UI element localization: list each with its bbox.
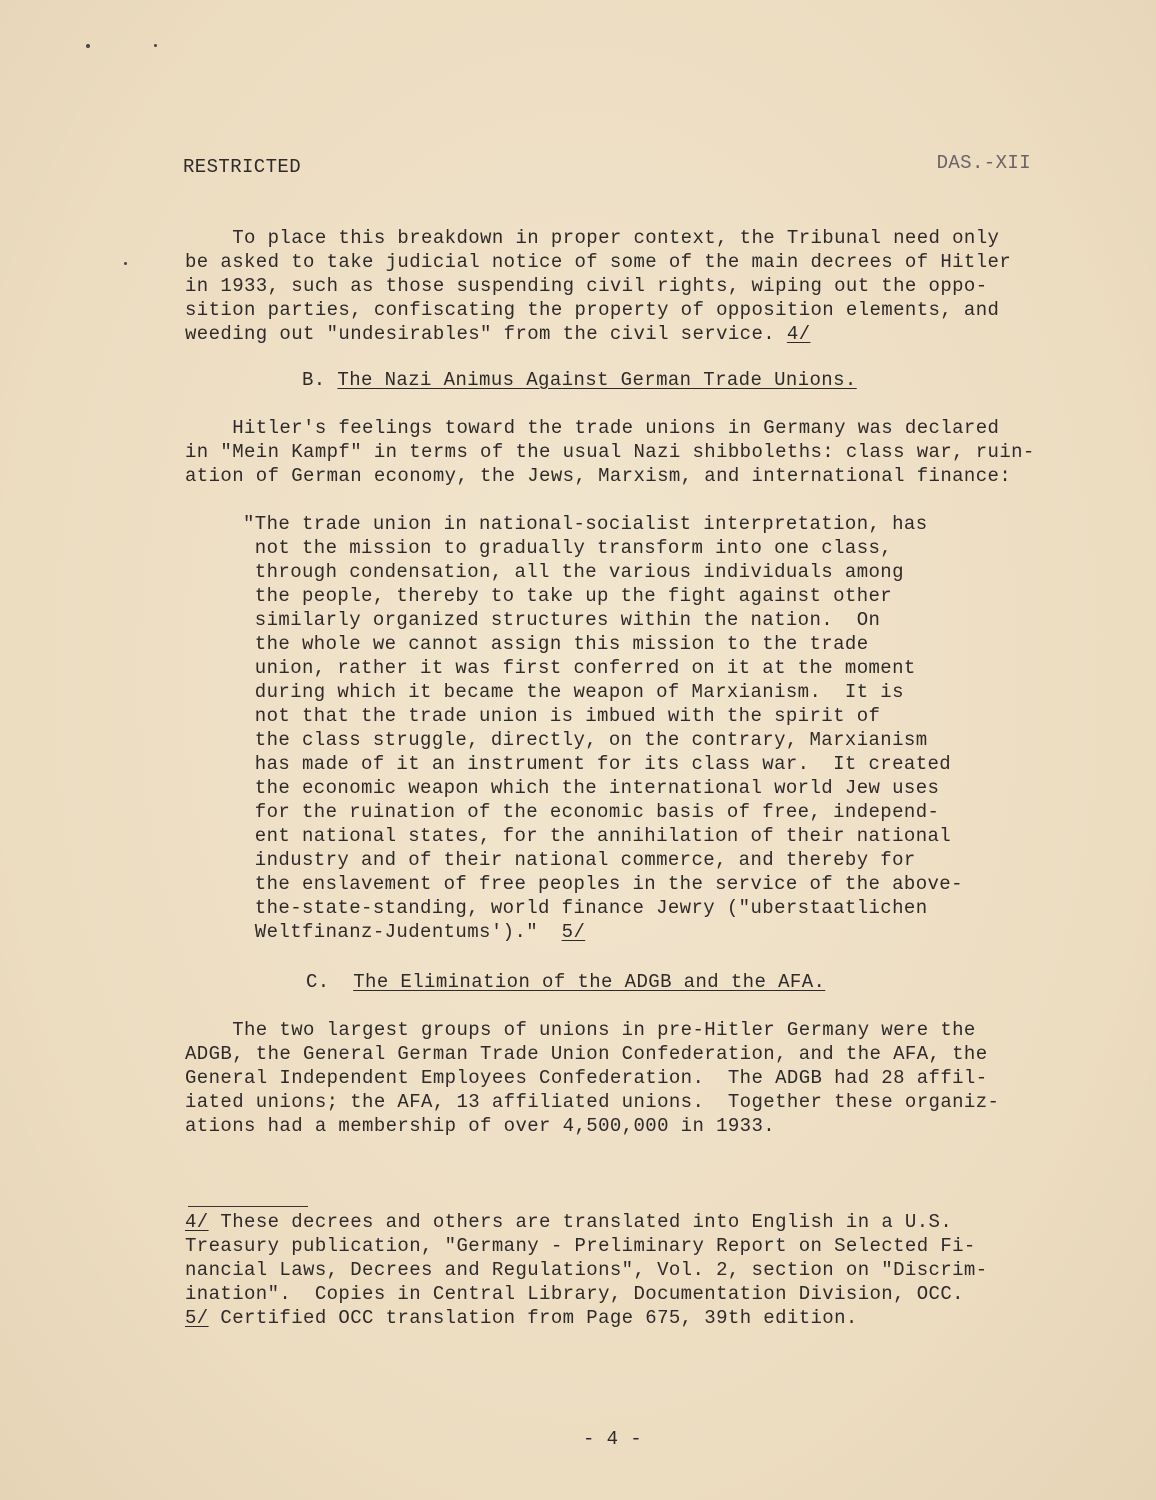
section-c-heading [306, 970, 825, 994]
quote-line: for the ruination of the economic basis of free, independ- [243, 801, 940, 823]
section-b-title: The Nazi Animus Against German Trade Unions. [337, 369, 857, 391]
mein-kampf-quote [243, 512, 963, 944]
para3-line: General Independent Employees Confederation. The ADGB had 28 affil- [185, 1067, 988, 1089]
section-b-heading [302, 368, 857, 392]
footnote-4-line: ination". Copies in Central Library, Documentation Division, OCC. [185, 1283, 964, 1305]
quote-line: the class struggle, directly, on the contrary, Marxianism [243, 729, 928, 751]
para3-line: ADGB, the General German Trade Union Confederation, and the AFA, the [185, 1043, 988, 1065]
restricted-header: RESTRICTED [183, 156, 302, 178]
footnote-4-line: These decrees and others are translated into English in a U.S. [208, 1211, 953, 1233]
quote-line: the-state-standing, world finance Jewry ("uberstaatlichen [243, 897, 928, 919]
para3-line: ations had a membership of over 4,500,000 in 1933. [185, 1115, 776, 1137]
para1-line: in 1933, such as those suspending civil rights, wiping out the oppo- [185, 275, 988, 297]
quote-line: industry and of their national commerce, and thereby for [243, 849, 916, 871]
quote-line: the economic weapon which the international world Jew uses [243, 777, 940, 799]
quote-line: not that the trade union is imbued with the spirit of [243, 705, 881, 727]
para2-line: Hitler's feelings toward the trade unions in Germany was declared [185, 417, 1000, 439]
section-b-label: B. [302, 369, 326, 391]
footnote-5-ref: 5/ [185, 1307, 209, 1329]
unions-paragraph [185, 1018, 999, 1138]
para1-line: weeding out "undesirables" from the civil service. [185, 323, 787, 345]
quote-line: the enslavement of free peoples in the service of the above- [243, 873, 963, 895]
para1-line: sition parties, confiscating the property of opposition elements, and [185, 299, 1000, 321]
footnote-divider [188, 1206, 308, 1207]
quote-line: union, rather it was first conferred on it at the moment [243, 657, 916, 679]
quote-line: Weltfinanz-Judentums')." [243, 921, 562, 943]
speck-mark [154, 44, 157, 47]
page-number: - 4 - [583, 1428, 643, 1450]
section-c-label: C. [306, 971, 330, 993]
footnote-4-ref: 4/ [185, 1211, 209, 1233]
quote-line: has made of it an instrument for its class war. It created [243, 753, 952, 775]
quote-line: the people, thereby to take up the fight against other [243, 585, 893, 607]
quote-line: the whole we cannot assign this mission to the trade [243, 633, 869, 655]
quote-line: through condensation, all the various individuals among [243, 561, 904, 583]
section-c-title: The Elimination of the ADGB and the AFA. [353, 971, 826, 993]
quote-line: similarly organized structures within the nation. On [243, 609, 881, 631]
para1-line: be asked to take judicial notice of some of the main decrees of Hitler [185, 251, 1012, 273]
document-code: DAS.-XII [936, 152, 1031, 174]
para3-line: The two largest groups of unions in pre-Hitler Germany were the [185, 1019, 976, 1041]
para2-line: in "Mein Kampf" in terms of the usual Nazi shibboleths: class war, ruin- [185, 441, 1035, 463]
speck-mark [124, 262, 127, 265]
intro-paragraph [185, 226, 1011, 346]
quote-line: not the mission to gradually transform into one class, [243, 537, 893, 559]
footnote-ref-5: 5/ [561, 921, 586, 943]
footnotes [185, 1210, 988, 1330]
footnote-ref-4: 4/ [786, 323, 811, 345]
footnote-4-line: nancial Laws, Decrees and Regulations", Vol. 2, section on "Discrim- [185, 1259, 988, 1281]
quote-line: ent national states, for the annihilation of their national [243, 825, 952, 847]
hitler-paragraph [185, 416, 1035, 488]
footnote-5-text: Certified OCC translation from Page 675, 39th edition. [208, 1307, 858, 1329]
quote-line: "The trade union in national-socialist interpretation, has [243, 513, 928, 535]
para1-line: To place this breakdown in proper context, the Tribunal need only [185, 227, 1000, 249]
footnote-4-line: Treasury publication, "Germany - Preliminary Report on Selected Fi- [185, 1235, 976, 1257]
speck-mark [86, 44, 90, 48]
para3-line: iated unions; the AFA, 13 affiliated unions. Together these organiz- [185, 1091, 1000, 1113]
para2-line: ation of German economy, the Jews, Marxism, and international finance: [185, 465, 1012, 487]
quote-line: during which it became the weapon of Marxianism. It is [243, 681, 904, 703]
